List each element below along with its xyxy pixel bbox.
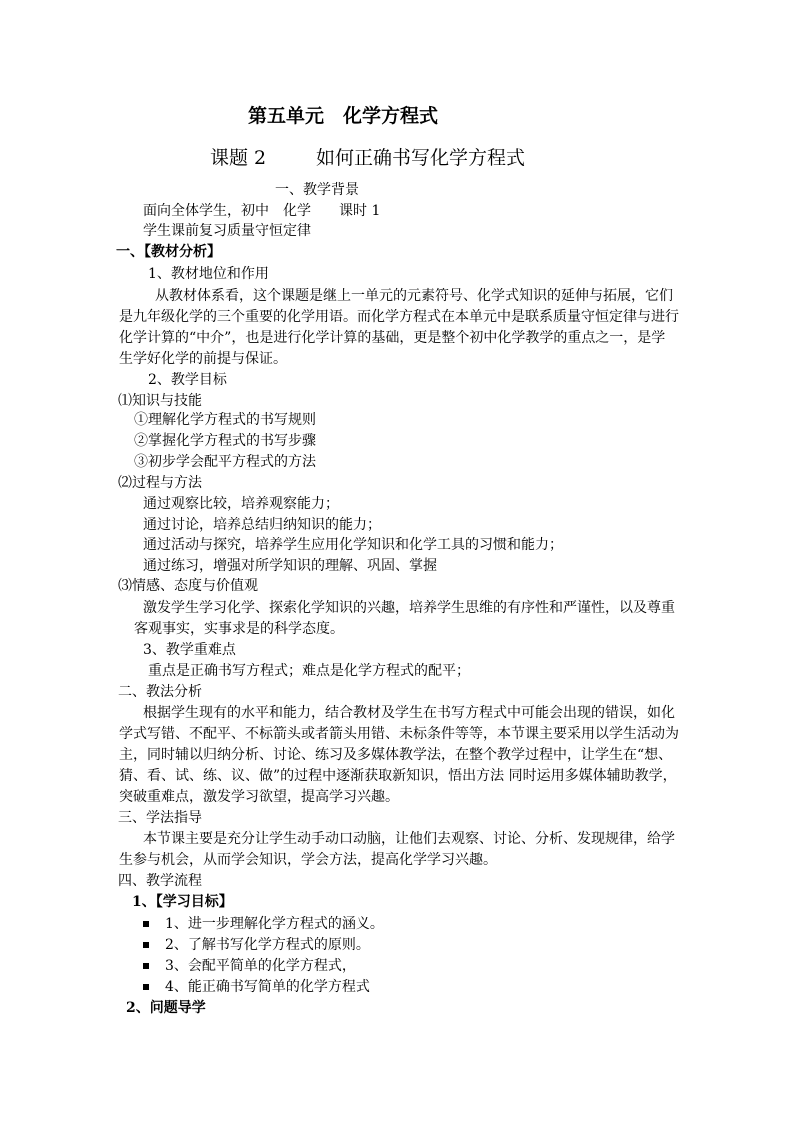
- paragraph-line: 学式写错、不配平、不标箭头或者箭头用错、未标条件等等，本节课主要采用以学生活动为: [119, 726, 679, 742]
- background-line: 面向全体学生，初中 化学 课时 1: [143, 203, 381, 219]
- paragraph-line: 激发学生学习化学、探索化学知识的兴趣，培养学生思维的有序性和严谨性，以及尊重: [143, 600, 675, 616]
- subsection-heading: 2、教学目标: [148, 372, 227, 388]
- subsection-heading: 3、教学重难点: [143, 642, 236, 658]
- subsection-heading: 1、教材地位和作用: [148, 266, 269, 282]
- lesson-number: 课题 2: [210, 147, 267, 169]
- section-heading-materials: 一、【教材分析】: [116, 244, 221, 260]
- goal-category: ⑴知识与技能: [118, 393, 202, 409]
- bullet-icon: [143, 942, 149, 948]
- section-heading-flow: 四、教学流程: [118, 873, 202, 889]
- paragraph-line: 生学好化学的前提与保证。: [119, 351, 287, 367]
- page-title: 第五单元 化学方程式: [248, 105, 439, 127]
- section-heading-study: 三、学法指导: [118, 810, 202, 826]
- goal-text: 4、能正确书写简单的化学方程式: [165, 979, 370, 995]
- goal-category: ⑵过程与方法: [118, 475, 202, 491]
- goal-text: 1、进一步理解化学方程式的涵义。: [165, 916, 384, 932]
- paragraph-line: 猜、看、试、练、议、做”的过程中逐渐获取新知识，悟出方法 同时运用多媒体辅助教学，: [119, 768, 677, 784]
- list-item: [143, 935, 370, 955]
- bullet-icon: [143, 921, 149, 927]
- goal-text: 2、了解书写化学方程式的原则。: [165, 937, 370, 953]
- flow-subheading: 2、问题导学: [126, 1000, 206, 1016]
- paragraph-line: 重点是正确书写方程式；难点是化学方程式的配平；: [148, 663, 470, 679]
- section-heading-method: 二、教法分析: [118, 684, 202, 700]
- goal-item: 通过活动与探究，培养学生应用化学知识和化学工具的习惯和能力；: [143, 537, 563, 553]
- list-item: [143, 956, 356, 976]
- list-item: [143, 914, 384, 934]
- paragraph-line: 根据学生现有的水平和能力，结合教材及学生在书写方程式中可能会出现的错误，如化: [143, 705, 675, 721]
- lesson-title: 如何正确书写化学方程式: [316, 147, 526, 169]
- background-line: 学生课前复习质量守恒定律: [143, 223, 311, 239]
- bullet-icon: [143, 963, 149, 969]
- paragraph-line: 客观事实，实事求是的科学态度。: [134, 621, 344, 637]
- goal-item: ③初步学会配平方程式的方法: [134, 454, 316, 470]
- goal-category: ⑶情感、态度与价值观: [118, 578, 258, 594]
- goal-item: 通过讨论，培养总结归纳知识的能力；: [143, 517, 381, 533]
- goal-text: 3、会配平简单的化学方程式，: [165, 958, 356, 974]
- paragraph-line: 是九年级化学的三个重要的化学用语。而化学方程式在本单元中是联系质量守恒定律与进行: [119, 309, 679, 325]
- paragraph-line: 生参与机会，从而学会知识，学会方法，提高化学学习兴趣。: [119, 852, 497, 868]
- bullet-icon: [143, 984, 149, 990]
- paragraph-line: 主，同时辅以归纳分析、讨论、练习及多媒体教学法，在整个教学过程中，让学生在“想、: [119, 747, 673, 763]
- paragraph-line: 突破重难点，激发学习欲望，提高学习兴趣。: [119, 789, 399, 805]
- goal-item: ②掌握化学方程式的书写步骤: [134, 433, 316, 449]
- goal-item: 通过练习，增强对所学知识的理解、巩固、掌握: [143, 558, 437, 574]
- paragraph-line: 从教材体系看，这个课题是继上一单元的元素符号、化学式知识的延伸与拓展，它们: [155, 288, 673, 304]
- goal-item: 通过观察比较，培养观察能力；: [143, 496, 339, 512]
- list-item: [143, 977, 370, 997]
- paragraph-line: 本节课主要是充分让学生动手动口动脑，让他们去观察、讨论、分析、发现规律，给学: [143, 831, 675, 847]
- flow-subheading: 1、【学习目标】: [132, 894, 233, 910]
- goal-item: ①理解化学方程式的书写规则: [134, 412, 316, 428]
- background-heading: 一、教学背景: [275, 182, 359, 198]
- paragraph-line: 化学计算的“中介”，也是进行化学计算的基础，更是整个初中化学教学的重点之一，是学: [119, 330, 666, 346]
